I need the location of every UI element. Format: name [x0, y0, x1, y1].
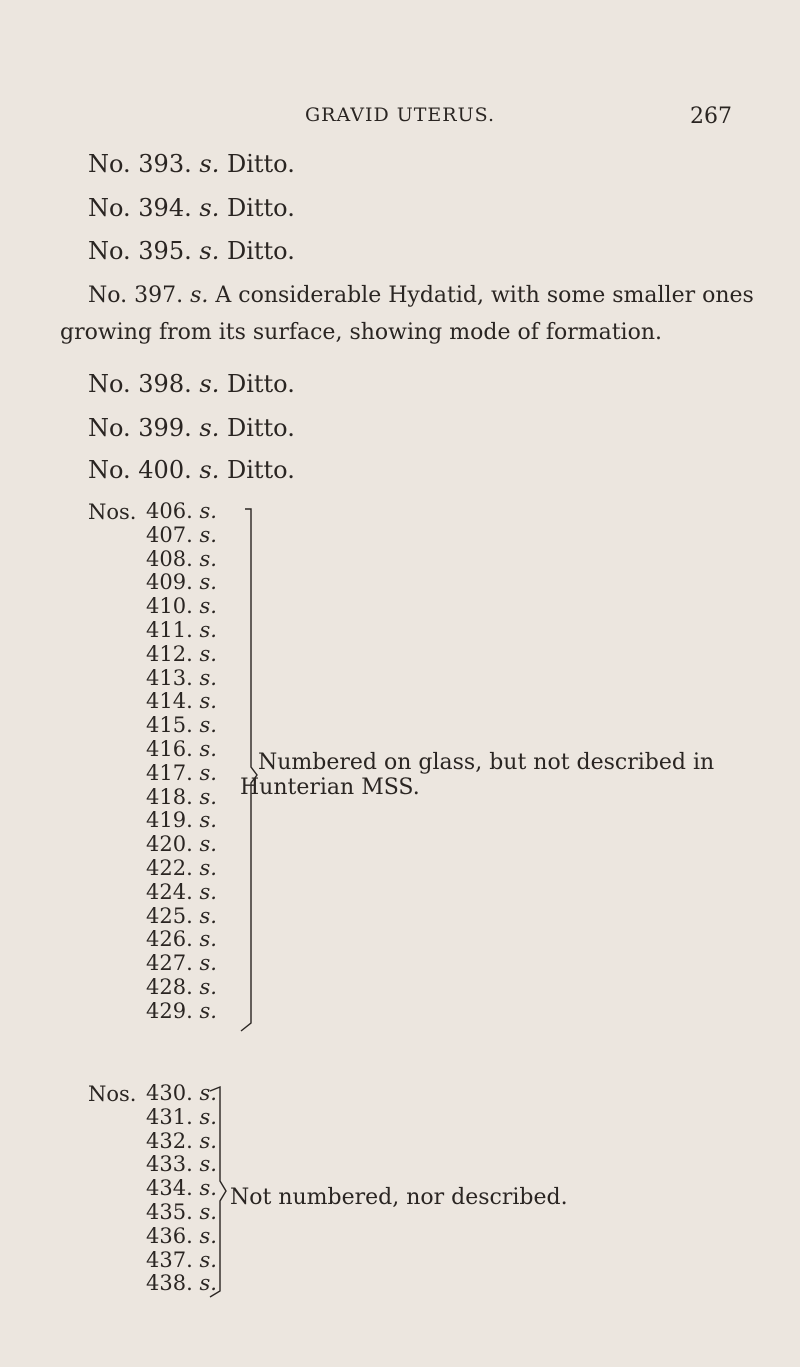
- entry-number: No. 398.: [88, 370, 192, 398]
- entry-text: Ditto.: [226, 237, 295, 265]
- list-item: 425. s.: [146, 903, 217, 928]
- list-item: 422. s.: [146, 855, 217, 880]
- list-item: 437. s.: [146, 1247, 217, 1272]
- entry-text: Ditto.: [226, 194, 295, 222]
- list-item: 416. s.: [146, 736, 217, 761]
- list-item: 413. s.: [146, 665, 217, 690]
- running-header: GRAVID UTERUS.: [304, 104, 495, 126]
- list-item: 433. s.: [146, 1152, 217, 1177]
- entry-number: No. 394.: [88, 194, 192, 222]
- list-item: 414. s.: [146, 689, 217, 714]
- entry-suffix: s.: [190, 283, 209, 308]
- list-item: 408. s.: [146, 546, 217, 571]
- entry-text: Ditto.: [226, 414, 295, 442]
- entry-393: [88, 150, 295, 178]
- list-item: 436. s.: [146, 1223, 217, 1248]
- page-number: 267: [690, 104, 732, 129]
- list-item: 426. s.: [146, 927, 217, 952]
- list-item: 411. s.: [146, 617, 217, 642]
- entry-text: A considerable Hydatid, with some smaller ones: [215, 283, 754, 308]
- list-item: 429. s.: [146, 998, 217, 1023]
- group2-note: Not numbered, nor described.: [230, 1185, 568, 1210]
- entry-suffix: s.: [199, 456, 220, 484]
- entry-398: [88, 370, 295, 398]
- entry-text: Ditto.: [226, 370, 295, 398]
- list-item: 430. s.: [146, 1081, 217, 1105]
- group2-prefix: Nos.: [88, 1082, 137, 1106]
- entry-399: [88, 414, 295, 442]
- entry-395: [88, 237, 295, 265]
- list-item: 407. s.: [146, 522, 217, 547]
- list-item: 434. s.: [146, 1176, 217, 1201]
- entry-397-line1: [88, 283, 754, 308]
- list-item: 428. s.: [146, 974, 217, 999]
- group1-note-line1: Numbered on glass, but not described in: [258, 750, 715, 775]
- list-item: 412. s.: [146, 641, 217, 666]
- list-item: 418. s.: [146, 784, 217, 809]
- entry-number: No. 399.: [88, 414, 192, 442]
- group1-prefix: Nos.: [88, 500, 137, 524]
- entry-suffix: s.: [199, 194, 220, 222]
- group1-note-line2: Hunterian MSS.: [240, 775, 420, 800]
- list-item: 417. s.: [146, 760, 217, 785]
- list-item: 420. s.: [146, 832, 217, 857]
- entry-number: No. 395.: [88, 237, 192, 265]
- entry-suffix: s.: [199, 370, 220, 398]
- list-item: 415. s.: [146, 713, 217, 738]
- group1-number-list: [146, 500, 217, 1024]
- entry-suffix: s.: [199, 150, 220, 178]
- list-item: 431. s.: [146, 1104, 217, 1129]
- list-item: 438. s.: [146, 1271, 217, 1296]
- entry-number: No. 397.: [88, 283, 184, 308]
- list-item: 432. s.: [146, 1128, 217, 1153]
- entry-text: Ditto.: [226, 456, 295, 484]
- list-item: 424. s.: [146, 879, 217, 904]
- list-item: 406. s.: [146, 499, 217, 523]
- entry-397-line2: growing from its surface, showing mode of formation.: [60, 320, 663, 345]
- list-item: 410. s.: [146, 594, 217, 619]
- entry-394: [88, 194, 295, 222]
- entry-suffix: s.: [199, 237, 220, 265]
- list-item: 409. s.: [146, 570, 217, 595]
- list-item: 419. s.: [146, 808, 217, 833]
- list-item: 427. s.: [146, 951, 217, 976]
- entry-number: No. 400.: [88, 456, 192, 484]
- entry-400: [88, 456, 295, 484]
- list-item: 435. s.: [146, 1199, 217, 1224]
- entry-text: Ditto.: [226, 150, 295, 178]
- entry-number: No. 393.: [88, 150, 192, 178]
- entry-suffix: s.: [199, 414, 220, 442]
